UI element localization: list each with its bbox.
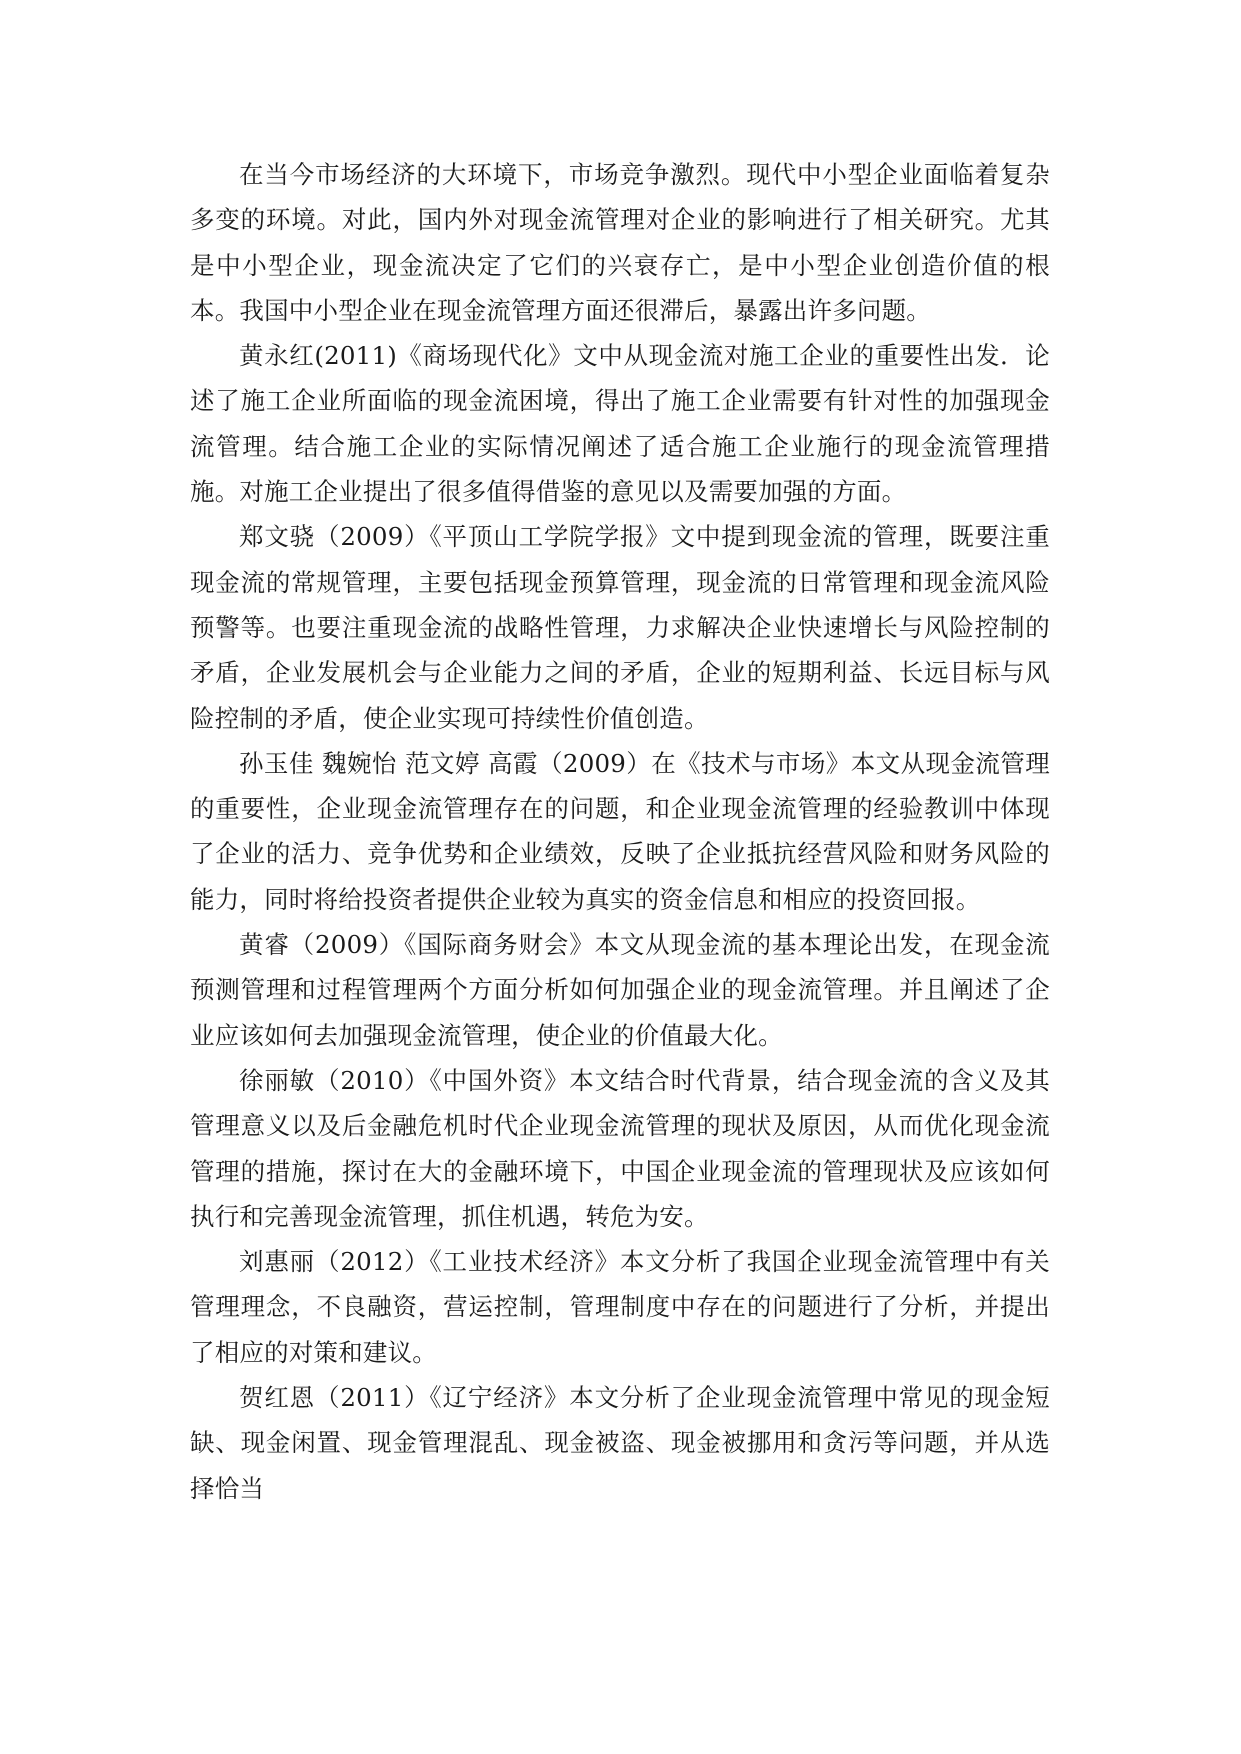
paragraph-liu-huili: 刘惠丽（2012）《工业技术经济》本文分析了我国企业现金流管理中有关管理理念，不良融资，营运控制，管理制度中存在的问题进行了分析，并提出了相应的对策和建议。 — [190, 1247, 1050, 1367]
paragraph-huang-yonghong: 黄永红(2011)《商场现代化》文中从现金流对施工企业的重要性出发．论述了施工企业所面临的现金流困境，得出了施工企业需要有针对性的加强现金流管理。结合施工企业的实际情况阐述了适合施工企业施行的现金流管理措施。对施工企业提出了很多值得借鉴的意见以及需要加强的方面。 — [190, 341, 1050, 507]
document-body — [190, 152, 1050, 1511]
paragraph-sun-yujia: 孙玉佳 魏婉怡 范文婷 高霞（2009）在《技术与市场》本文从现金流管理的重要性，企业现金流管理存在的问题，和企业现金流管理的经验教训中体现了企业的活力、竞争优势和企业绩效，反映了企业抵抗经营风险和财务风险的能力，同时将给投资者提供企业较为真实的资金信息和相应的投资回报。 — [190, 748, 1050, 914]
paragraph-zheng-wenxiao: 郑文骁（2009）《平顶山工学院学报》文中提到现金流的管理，既要注重现金流的常规管理，主要包括现金预算管理，现金流的日常管理和现金流风险预警等。也要注重现金流的战略性管理，力求解决企业快速增长与风险控制的矛盾，企业发展机会与企业能力之间的矛盾，企业的短期利益、长远目标与风险控制的矛盾，使企业实现可持续性价值创造。 — [190, 522, 1050, 733]
paragraph-intro: 在当今市场经济的大环境下，市场竞争激烈。现代中小型企业面临着复杂多变的环境。对此，国内外对现金流管理对企业的影响进行了相关研究。尤其是中小型企业，现金流决定了它们的兴衰存亡，是中小型企业创造价值的根本。我国中小型企业在现金流管理方面还很滞后，暴露出许多问题。 — [190, 160, 1050, 325]
paragraph-xu-limin: 徐丽敏（2010）《中国外资》本文结合时代背景，结合现金流的含义及其管理意义以及后金融危机时代企业现金流管理的现状及原因，从而优化现金流管理的措施，探讨在大的金融环境下，中国企业现金流的管理现状及应该如何执行和完善现金流管理，抓住机遇，转危为安。 — [190, 1065, 1050, 1231]
paragraph-he-hongen: 贺红恩（2011）《辽宁经济》本文分析了企业现金流管理中常见的现金短缺、现金闲置、现金管理混乱、现金被盗、现金被挪用和贪污等问题，并从选择恰当 — [190, 1383, 1050, 1503]
paragraph-huang-rui: 黄睿（2009）《国际商务财会》本文从现金流的基本理论出发，在现金流预测管理和过程管理两个方面分析如何加强企业的现金流管理。并且阐述了企业应该如何去加强现金流管理，使企业的价值最大化。 — [190, 930, 1050, 1050]
